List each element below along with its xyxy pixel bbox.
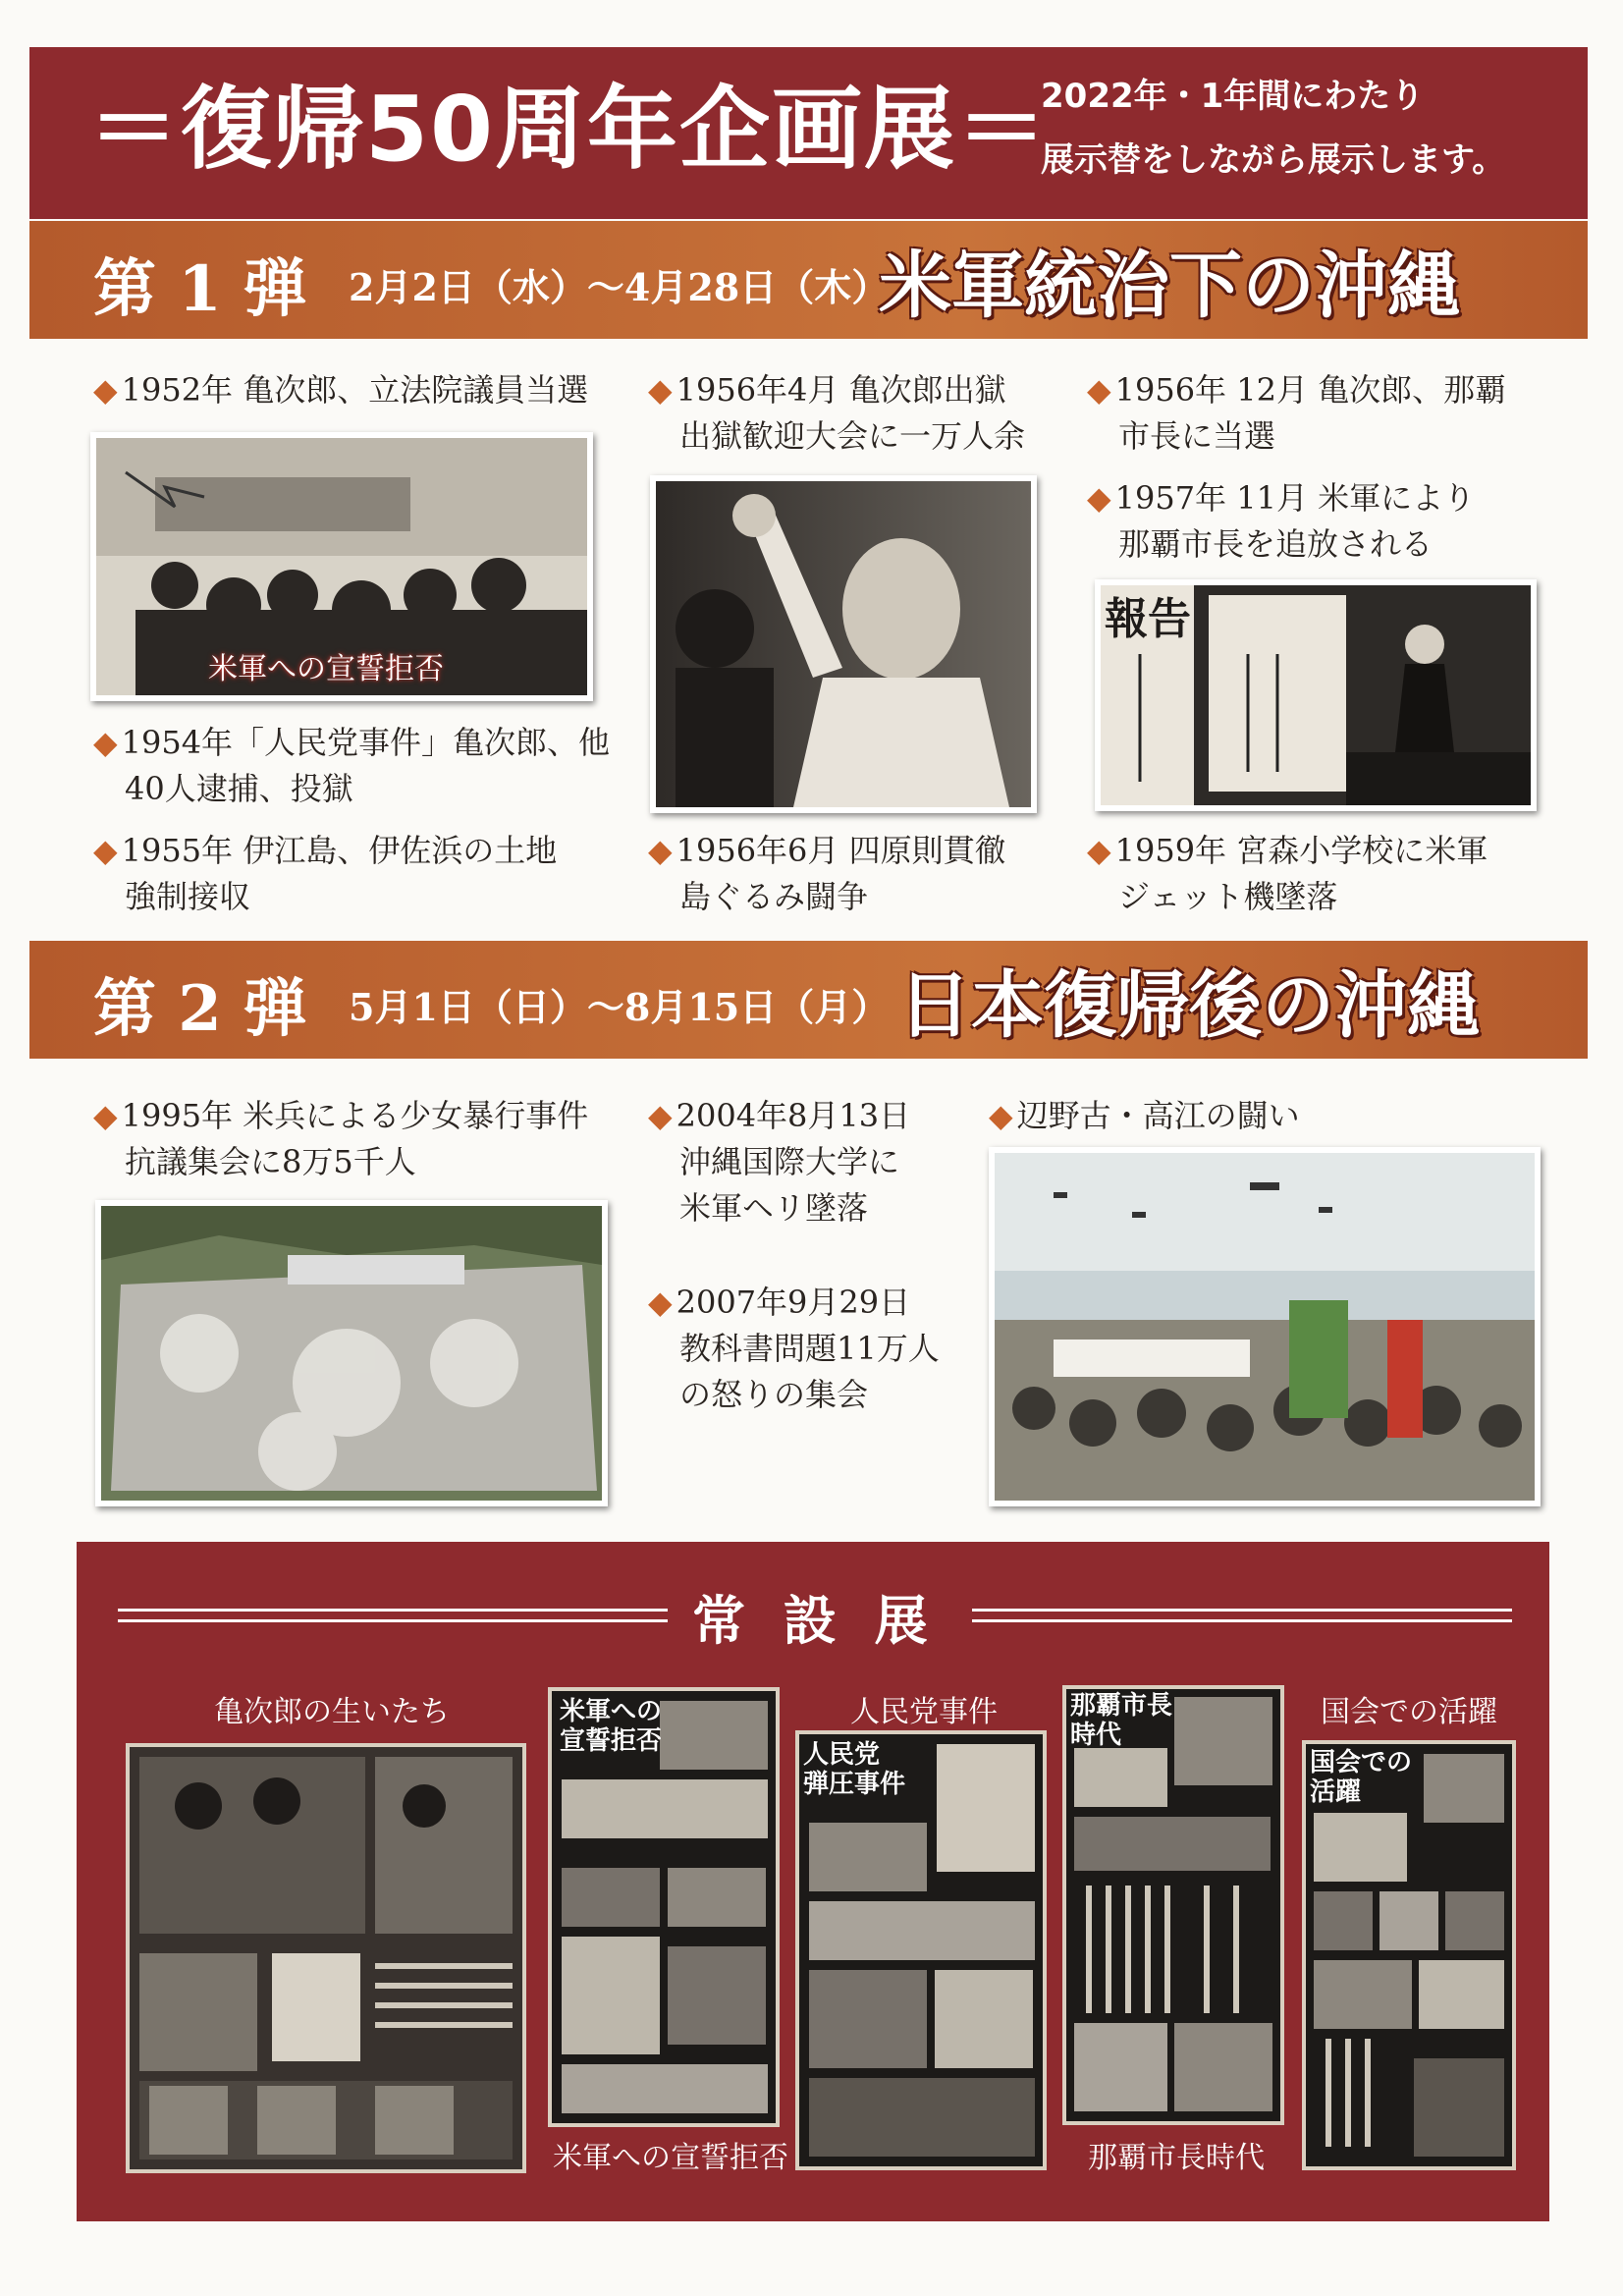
panel4-title-line2: 時代 — [1070, 1721, 1122, 1750]
header-note-line2: 展示替をしながら展示します。 — [1041, 140, 1506, 180]
phase1-label: 第 1 弾 — [93, 252, 307, 326]
item-text: 1955年 伊江島、伊佐浜の土地 — [121, 832, 558, 869]
item-text: 沖縄国際大学に — [679, 1143, 900, 1180]
panel2-title — [560, 1697, 662, 1756]
item-text: 1952年 亀次郎、立法院議員当選 — [121, 371, 589, 409]
phase2-item — [93, 1093, 588, 1185]
item-text: 抗議集会に8万5千人 — [125, 1143, 416, 1180]
item-text: 那覇市長を追放される — [1118, 525, 1434, 563]
phase2-item — [648, 1093, 910, 1231]
phase1-item — [93, 828, 557, 920]
panel-label-mayor: 那覇市長時代 — [1088, 2141, 1265, 2175]
panel5-title-line2: 活躍 — [1310, 1777, 1362, 1807]
panel3-title — [803, 1740, 905, 1799]
item-text: 2007年9月29日 — [676, 1284, 911, 1321]
header-note-line1: 2022年・1年間にわたり — [1041, 77, 1425, 116]
item-text: 出獄歓迎大会に一万人余 — [679, 417, 1026, 455]
item-text: 1956年6月 四原則貫徹 — [676, 832, 1006, 869]
phase2-item — [989, 1093, 1300, 1139]
phase1-item — [648, 367, 1025, 460]
item-text: 米軍ヘリ墜落 — [679, 1189, 869, 1227]
permanent-exhibit-title: 常 設 展 — [692, 1589, 938, 1652]
diamond-bullet-icon: ◆ — [93, 1097, 118, 1134]
panel-mayor — [1062, 1685, 1284, 2125]
diamond-bullet-icon: ◆ — [1087, 371, 1111, 409]
phase2-date: 5月1日（日）～8月15日（月） — [349, 985, 890, 1029]
diamond-bullet-icon: ◆ — [648, 1097, 673, 1134]
item-text: 1954年「人民党事件」亀次郎、他 — [121, 724, 611, 761]
item-text: ジェット機墜落 — [1118, 878, 1338, 915]
item-text: 40人逮捕、投獄 — [125, 770, 353, 807]
diamond-bullet-icon: ◆ — [648, 832, 673, 869]
phase1-theme: 米軍統治下の沖縄 — [879, 244, 1460, 328]
photo-henoko-march — [989, 1147, 1541, 1506]
phase1-item — [1087, 367, 1506, 460]
item-text: 1957年 11月 米軍により — [1114, 479, 1476, 517]
diamond-bullet-icon: ◆ — [1087, 832, 1111, 869]
phase2-item — [648, 1280, 940, 1418]
phase1-item — [1087, 475, 1475, 568]
diamond-bullet-icon: ◆ — [93, 371, 118, 409]
panel-label-oath-refusal: 米軍への宣誓拒否 — [553, 2141, 788, 2175]
phase1-item — [1087, 828, 1488, 920]
panel5-title — [1310, 1748, 1412, 1807]
panel-label-diet: 国会での活躍 — [1321, 1695, 1497, 1729]
panel4-title-line1: 那覇市長 — [1070, 1691, 1173, 1721]
diamond-bullet-icon: ◆ — [989, 1097, 1013, 1134]
item-text: 島ぐるみ闘争 — [679, 878, 869, 915]
diamond-bullet-icon: ◆ — [1087, 479, 1111, 517]
panel-upbringing — [126, 1743, 526, 2173]
item-text: 辺野古・高江の闘い — [1016, 1097, 1300, 1134]
photo-protest-crowd — [95, 1200, 608, 1506]
title-rule-right — [972, 1609, 1512, 1622]
photo3-sign-text: 報告 — [1105, 594, 1191, 644]
diamond-bullet-icon: ◆ — [648, 371, 673, 409]
item-text: 1956年4月 亀次郎出獄 — [676, 371, 1006, 409]
panel2-title-line2: 宣誓拒否 — [560, 1726, 663, 1756]
item-text: 2004年8月13日 — [676, 1097, 911, 1134]
item-text: 1956年 12月 亀次郎、那覇 — [1114, 371, 1507, 409]
item-text: 1959年 宮森小学校に米軍 — [1114, 832, 1488, 869]
page-title: ＝復帰50周年企画展＝ — [88, 77, 1050, 182]
phase2-label: 第 2 弾 — [93, 972, 307, 1046]
photo-release-from-prison — [650, 475, 1037, 813]
phase1-item — [93, 367, 588, 413]
diamond-bullet-icon: ◆ — [648, 1284, 673, 1321]
panel3-title-line1: 人民党 — [803, 1740, 881, 1770]
phase2-theme: 日本復帰後の沖縄 — [898, 963, 1480, 1048]
item-text: 教科書問題11万人 — [679, 1330, 940, 1367]
item-text: 市長に当選 — [1118, 417, 1276, 455]
photo1-caption: 米軍への宣誓拒否 — [208, 652, 444, 686]
panel2-title-line1: 米軍への — [560, 1697, 663, 1726]
diamond-bullet-icon: ◆ — [93, 832, 118, 869]
item-text: の怒りの集会 — [679, 1376, 869, 1413]
panel3-title-line2: 弾圧事件 — [803, 1770, 906, 1799]
panel-label-party-incident: 人民党事件 — [850, 1695, 998, 1729]
phase1-item — [93, 720, 610, 812]
item-text: 1995年 米兵による少女暴行事件 — [121, 1097, 589, 1134]
title-rule-left — [118, 1609, 668, 1622]
diamond-bullet-icon: ◆ — [93, 724, 118, 761]
panel5-title-line1: 国会での — [1310, 1748, 1413, 1777]
panel-label-upbringing: 亀次郎の生いたち — [214, 1695, 450, 1729]
phase1-item — [648, 828, 1006, 920]
item-text: 強制接収 — [125, 878, 251, 915]
panel4-title — [1070, 1691, 1172, 1750]
phase1-date: 2月2日（水）～4月28日（木） — [349, 265, 890, 309]
